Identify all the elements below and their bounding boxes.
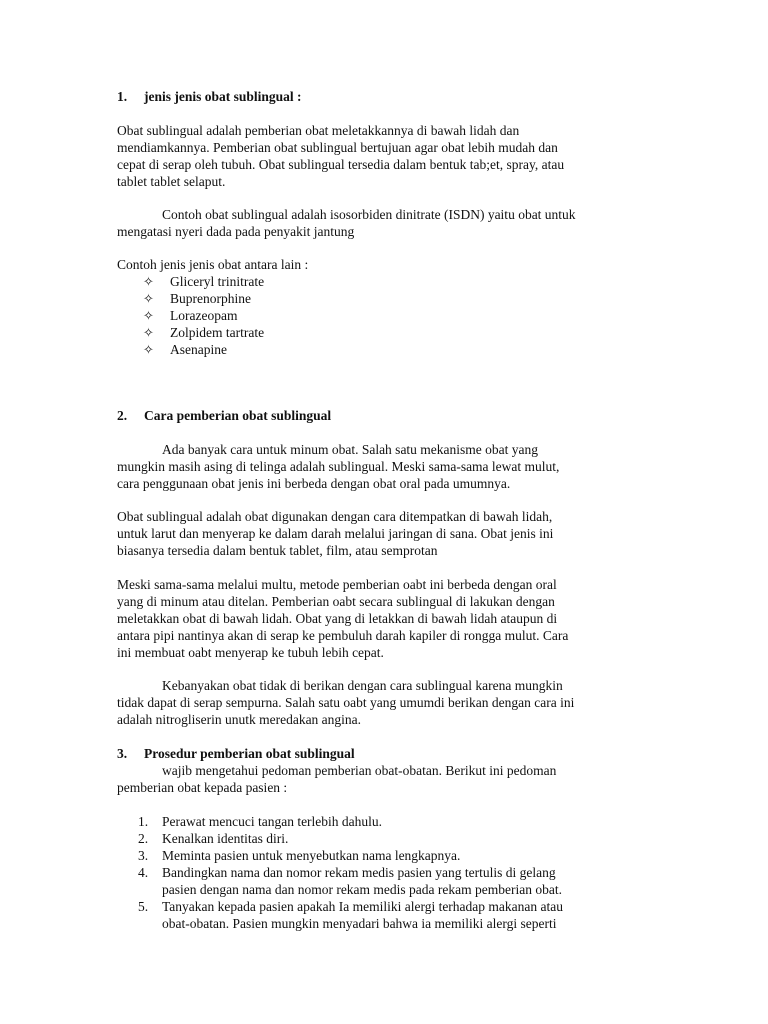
section-3-title: Prosedur pemberian obat sublingual [144, 746, 355, 761]
s1-para1-line: Obat sublingual adalah pemberian obat meletakkannya di bawah lidah dan [117, 123, 520, 138]
list-item-label: Gliceryl trinitrate [170, 274, 265, 289]
step-text: Bandingkan nama dan nomor rekam medis pasien yang tertulis di gelang [162, 865, 556, 880]
s2-para3-line: antara pipi nantinya akan di serap ke pembuluh darah kapiler di rongga mulut. Cara [117, 628, 569, 643]
step-item [138, 813, 382, 830]
s3-intro-line: pemberian obat kepada pasien : [117, 780, 288, 795]
s2-para2-line: Obat sublingual adalah obat digunakan dengan cara ditempatkan di bawah lidah, [117, 509, 553, 524]
step-text: Meminta pasien untuk menyebutkan nama lengkapnya. [162, 848, 461, 863]
s2-para4-line: Kebanyakan obat tidak di berikan dengan cara sublingual karena mungkin [162, 678, 563, 693]
s2-para3-line: Meski sama-sama melalui multu, metode pemberian oabt ini berbeda dengan oral [117, 577, 557, 592]
diamond-bullet-icon: ✧ [143, 292, 154, 307]
s2-para3-line: meletakkan obat di bawah lidah. Obat yang di letakkan di bawah lidah ataupun di [117, 611, 558, 626]
step-number: 5. [138, 899, 149, 914]
section-3-heading [117, 745, 355, 762]
s1-para1-line: tablet tablet selaput. [117, 174, 226, 189]
step-item [138, 830, 288, 847]
section-1-number: 1. [117, 89, 128, 104]
step-number: 2. [138, 831, 149, 846]
diamond-bullet-icon: ✧ [143, 343, 154, 358]
list-item [143, 341, 227, 358]
step-number: 1. [138, 814, 149, 829]
s1-para1-line: mendiamkannya. Pemberian obat sublingual bertujuan agar obat lebih mudah dan [117, 140, 558, 155]
s2-para4-line: tidak dapat di serap sempurna. Salah satu oabt yang umumdi berikan dengan cara ini [117, 695, 575, 710]
section-1-title: jenis jenis obat sublingual : [144, 89, 302, 104]
s2-para3-line: ini membuat oabt menyerap ke tubuh lebih cepat. [117, 645, 384, 660]
s2-para2-line: untuk larut dan menyerap ke dalam darah melalui jaringan di sana. Obat jenis ini [117, 526, 554, 541]
step-number: 4. [138, 865, 149, 880]
s2-para2-line: biasanya tersedia dalam bentuk tablet, film, atau semprotan [117, 543, 438, 558]
section-2-heading [117, 407, 331, 424]
diamond-bullet-icon: ✧ [143, 309, 154, 324]
s2-para1-line: cara penggunaan obat jenis ini berbeda dengan obat oral pada umumnya. [117, 476, 511, 491]
list-item-label: Lorazeopam [170, 308, 238, 323]
step-item [138, 864, 556, 881]
list-item [143, 307, 237, 324]
list-item [143, 273, 264, 290]
step-text: Tanyakan kepada pasien apakah Ia memiliki alergi terhadap makanan atau [162, 899, 563, 914]
s1-list-intro: Contoh jenis jenis obat antara lain : [117, 257, 309, 272]
s1-para2-line: Contoh obat sublingual adalah isosorbiden dinitrate (ISDN) yaitu obat untuk [162, 207, 576, 222]
section-2-number: 2. [117, 408, 128, 423]
section-2-title: Cara pemberian obat sublingual [144, 408, 332, 423]
diamond-bullet-icon: ✧ [143, 326, 154, 341]
s2-para1-line: Ada banyak cara untuk minum obat. Salah satu mekanisme obat yang [162, 442, 539, 457]
step-text-continued: pasien dengan nama dan nomor rekam medis pada rekam pemberian obat. [162, 882, 562, 897]
step-text: Perawat mencuci tangan terlebih dahulu. [162, 814, 383, 829]
list-item-label: Asenapine [170, 342, 227, 357]
s1-para2-line: mengatasi nyeri dada pada penyakit jantung [117, 224, 355, 239]
s1-para1-line: cepat di serap oleh tubuh. Obat sublingual tersedia dalam bentuk tab;et, spray, atau [117, 157, 565, 172]
section-3-number: 3. [117, 746, 128, 761]
s2-para4-line: adalah nitrogliserin unutk meredakan angina. [117, 712, 362, 727]
diamond-bullet-icon: ✧ [143, 275, 154, 290]
step-item [138, 898, 563, 915]
list-item-label: Zolpidem tartrate [170, 325, 265, 340]
list-item [143, 290, 251, 307]
step-number: 3. [138, 848, 149, 863]
s2-para3-line: yang di minum atau ditelan. Pemberian oabt secara sublingual di lakukan dengan [117, 594, 555, 609]
list-item [143, 324, 264, 341]
section-1-heading [117, 88, 302, 105]
list-item-label: Buprenorphine [170, 291, 251, 306]
step-item [138, 847, 460, 864]
step-text-continued: obat-obatan. Pasien mungkin menyadari bahwa ia memiliki alergi seperti [162, 916, 557, 931]
step-text: Kenalkan identitas diri. [162, 831, 289, 846]
s3-intro-line: wajib mengetahui pedoman pemberian obat-obatan. Berikut ini pedoman [162, 763, 557, 778]
s2-para1-line: mungkin masih asing di telinga adalah sublingual. Meski sama-sama lewat mulut, [117, 459, 560, 474]
